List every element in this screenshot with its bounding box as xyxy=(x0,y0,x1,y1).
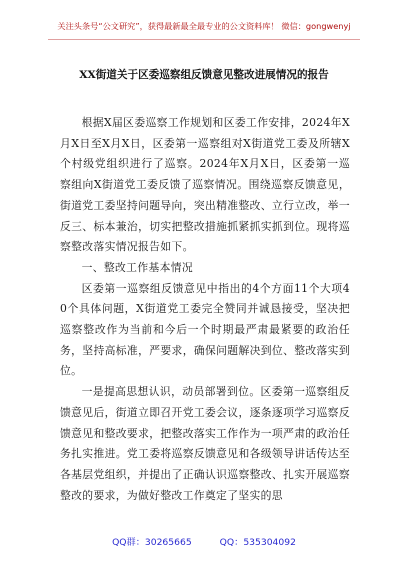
promo-banner: 关注头条号“公文研究”，获得最新最全最专业的公文资料库！ 微信：gongwenyj xyxy=(57,21,351,31)
section-heading: 一、整改工作基本情况 xyxy=(81,260,194,274)
document-body xyxy=(60,113,350,506)
body-paragraph: 一是提高思想认识，动员部署到位。区委第一巡察组反馈意见后，街道立即召开党工委会议，逐条逐项学习巡察反馈意见和整改要求，把整改落实工作作为一项严肃的政治任务扎实推进。党工委将巡察反馈意见和各级领导讲话传达至各基层党组织，并提出了正确认识巡察整改、扎实开展巡察整改的要求，为做好整改工作奠定了坚实的思 xyxy=(60,385,350,502)
footer-contacts xyxy=(0,534,408,548)
body-paragraph: 区委第一巡察组反馈意见中指出的4个方面11个大项40个具体问题，X街道党工委完全赞同并诚恳接受，坚决把巡察整改作为当前和今后一个时期最严肃最紧要的政治任务，坚持高标准，严要求，确保问题解决到位、整改落实到位。 xyxy=(60,281,350,378)
document-title: XX街道关于区委巡察组反馈意见整改进展情况的报告 xyxy=(79,69,329,81)
qq-number: QQ：535304092 xyxy=(219,537,296,548)
header-divider xyxy=(48,39,360,40)
qq-group-number: QQ群：30265665 xyxy=(112,537,192,548)
intro-paragraph: 根据X届区委巡察工作规划和区委工作安排，2024年X月X日至X月X日，区委第一巡察组对X街道党工委及所辖X个村级党组织进行了巡察。2024年X月X日，区委第一巡察组向X街道党工委反馈了巡察情况。围绕巡察反馈意见，街道党工委坚持问题导向，突出精准整改、立行立改，举一反三、标本兼治，切实把整改措施抓紧抓实抓到位。现将巡察整改落实情况报告如下。 xyxy=(60,116,350,254)
